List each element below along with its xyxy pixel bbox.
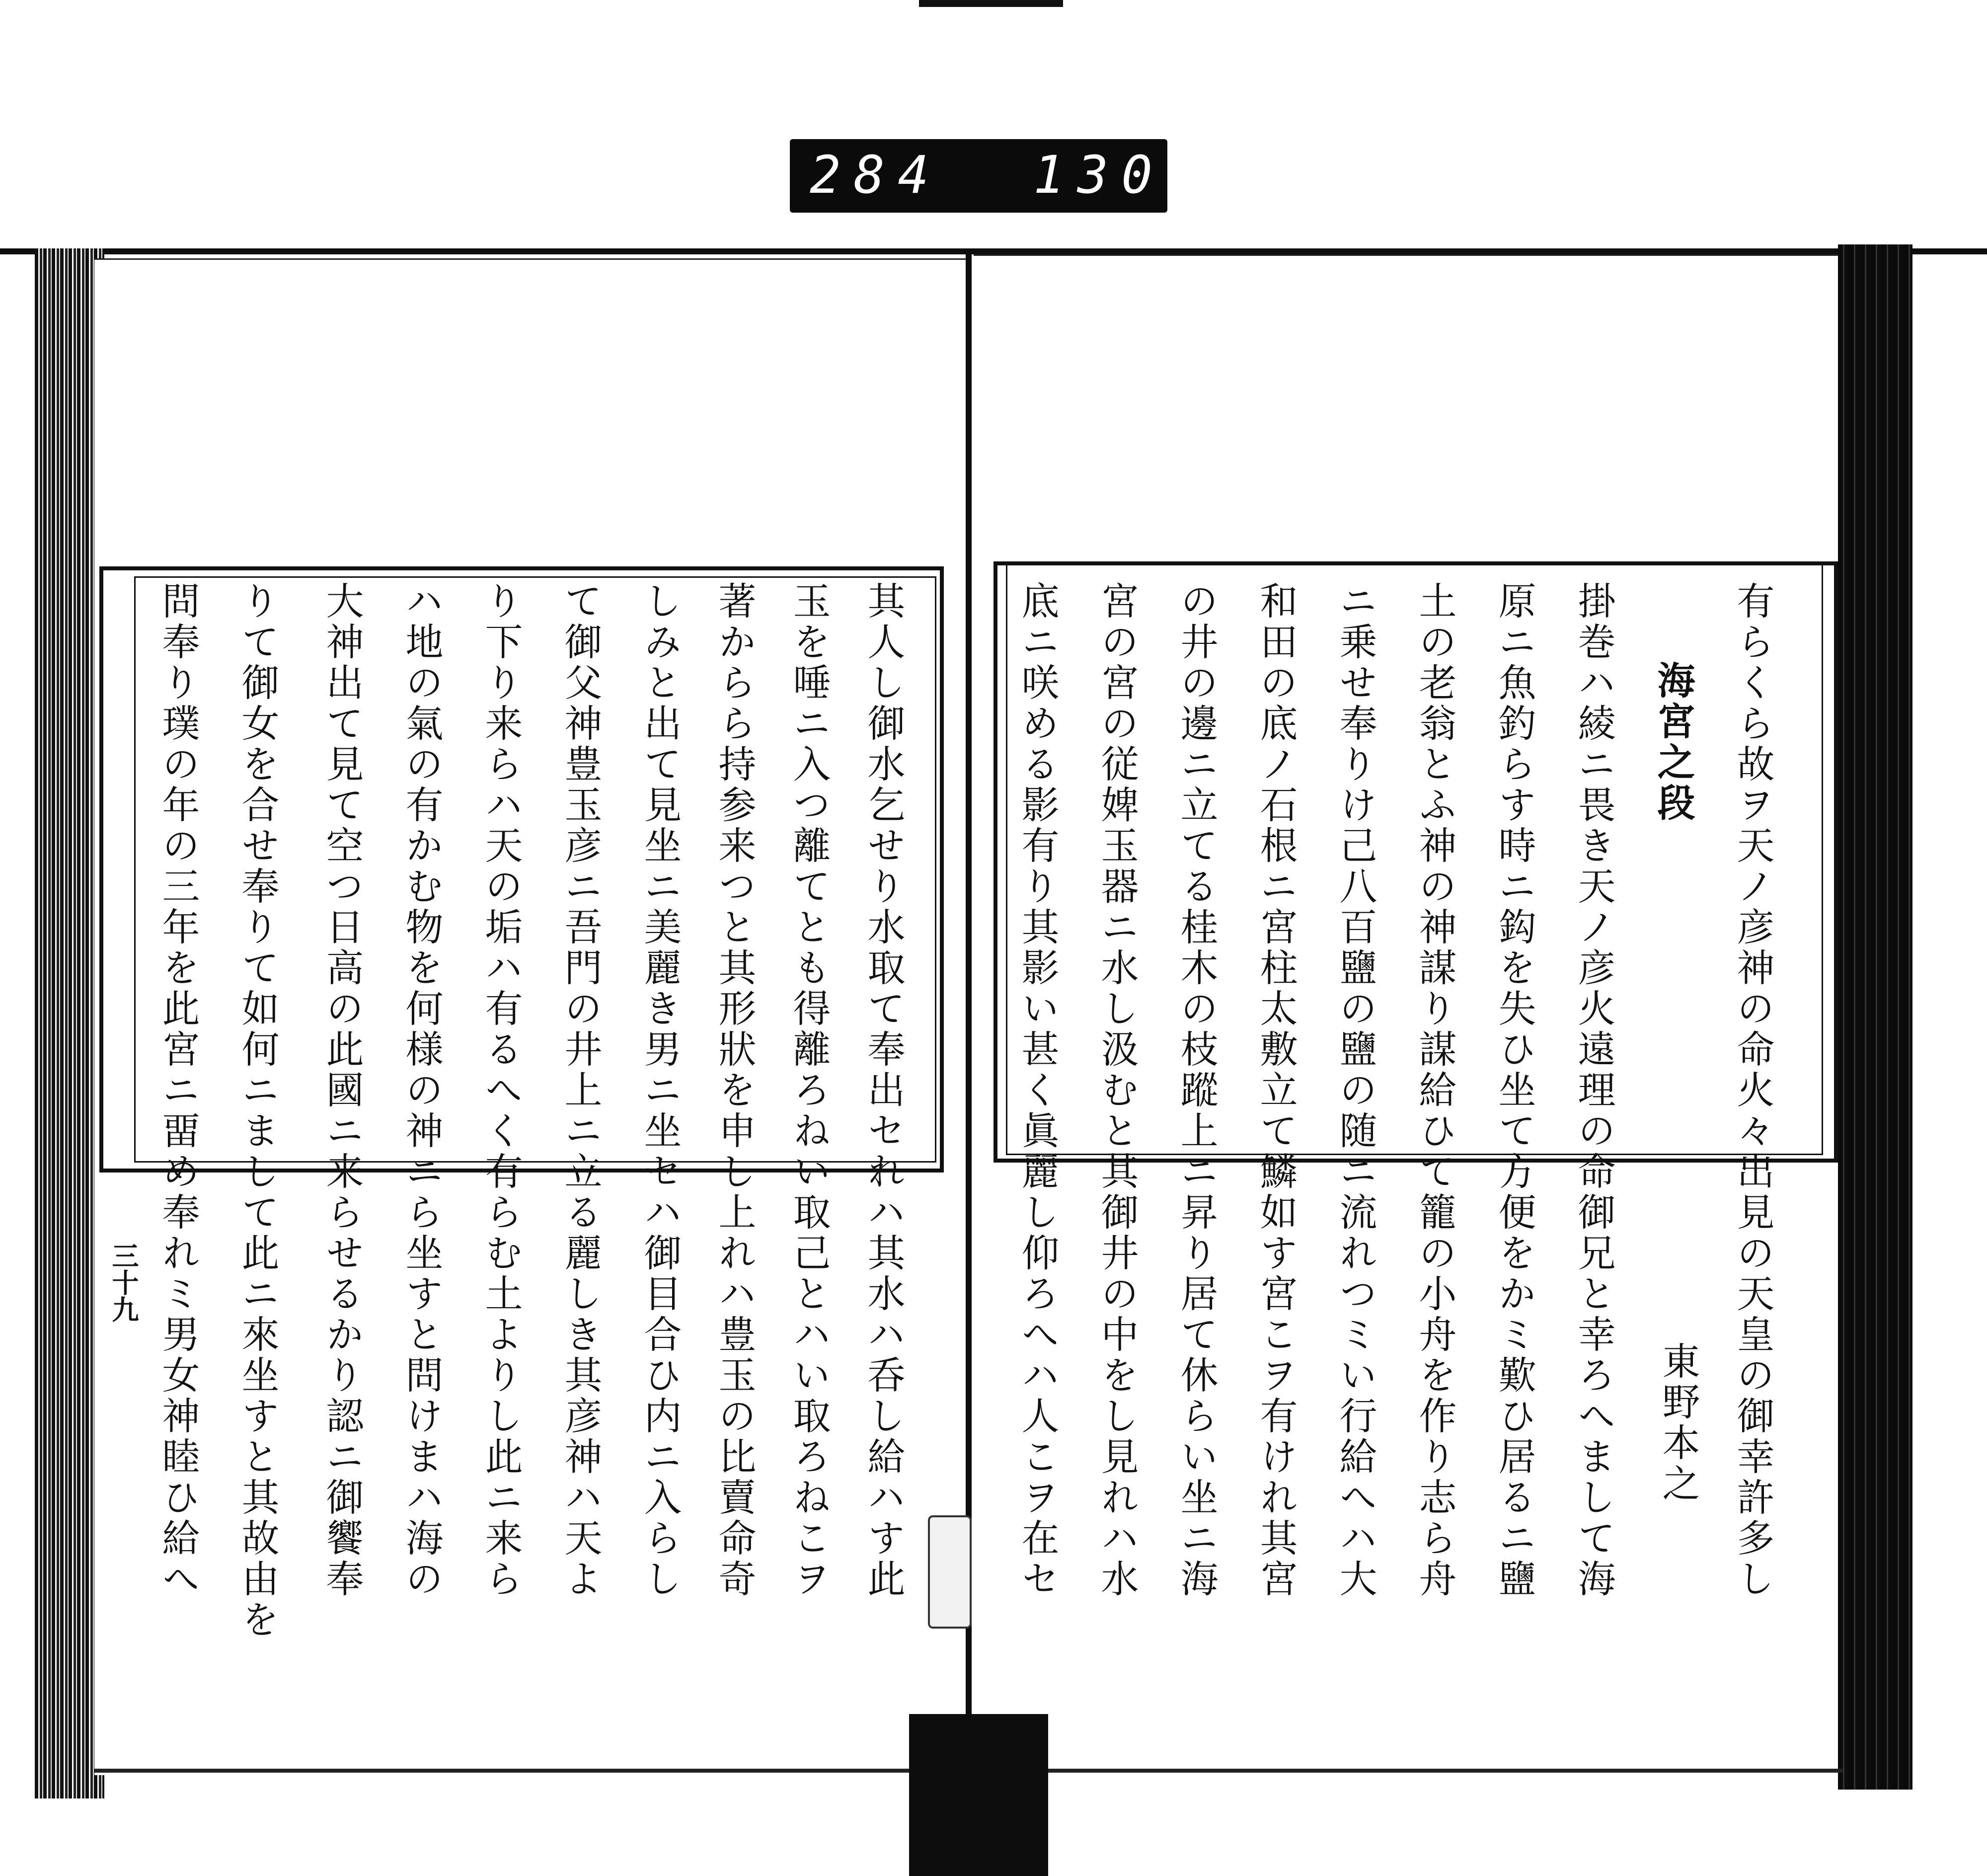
left-column-8: 大神出て見て空つ日高の此國ニ来らせるかり認ニ御饗奉	[320, 581, 364, 1600]
left-column-5: て御父神豊玉彦ニ吾門の井上ニ立る麗しき其彦神ハ天よ	[558, 581, 603, 1600]
left-column-2: 玉を唾ニ入つ離てとも得離ろねい取己とハい取ろねこヲ	[787, 581, 831, 1600]
left-column-4: しみと出て見坐ニ美麗き男ニ坐セハ御目合ひ内ニ入らし	[638, 581, 682, 1600]
left-column-10: 問奉り璞の年の三年を此宮ニ畱め奉れミ男女神睦ひ給へ	[156, 581, 200, 1600]
right-column-11: 底ニ咲める影有り其影い甚く眞麗し仰ろへハ人こヲ在セ	[1015, 581, 1060, 1600]
film-label	[790, 139, 1210, 213]
label-right-number: 130.	[1033, 145, 1210, 205]
left-column-3: 著からら持参来つと其形狀を申し上れハ豊玉の比賣命奇	[712, 581, 757, 1600]
right-column-9: の井の邊ニ立てる桂木の枝蹤上ニ昇り居て休らい坐ニ海	[1174, 581, 1219, 1600]
author-credit: 東野本之	[1656, 1341, 1700, 1504]
left-column-9: りて御女を合せ奉りて如何ニまして此ニ來坐すと其故由を	[235, 581, 280, 1641]
binding-clamp	[909, 1714, 1048, 1876]
right-column-10: 宮の宮の従婢玉器ニ水し汲むと其御井の中をし見れハ水	[1095, 581, 1139, 1600]
library-seal-stamp	[928, 1515, 972, 1629]
left-column-1: 其人し御水乞せり水取て奉出セれハ其水ハ呑し給ハす此	[861, 581, 906, 1600]
right-column-8: 和田の底ノ石根ニ宮柱太敷立て鱗如す宮こヲ有けれ其宮	[1254, 581, 1298, 1600]
right-column-6: 土の老翁とふ神の神謀り謀給ひて籠の小舟を作り志ら舟	[1413, 581, 1457, 1600]
page-number: 三十九	[108, 1242, 140, 1323]
book-top-edge	[0, 248, 1987, 254]
right-column-5: 原ニ魚釣らす時ニ鈎を失ひ坐て方便をかミ歎ひ居るニ鹽	[1492, 581, 1536, 1600]
label-left-number: 284	[810, 145, 942, 205]
top-edge-mark	[919, 0, 1063, 7]
left-page-edges	[35, 248, 104, 1798]
right-column-4: 掛巻ハ綾ニ畏き天ノ彦火遠理の命御兄と幸ろへまして海	[1572, 581, 1616, 1600]
right-column-1: 有らくら故ヲ天ノ彦神の命火々出見の天皇の御幸許多し	[1731, 581, 1775, 1600]
section-heading: 海宮之段	[1651, 661, 1695, 824]
right-page-edges	[1838, 244, 1912, 1790]
left-column-6: り下り来らハ天の垢ハ有るへく有らむ土よりし此ニ来ら	[479, 581, 523, 1600]
left-column-7: ハ地の氣の有かむ物を何様の神ニら坐すと問けまハ海の	[399, 581, 444, 1600]
right-column-7: ニ乗せ奉りけ己八百鹽の鹽の随ニ流れつミい行給へハ大	[1333, 581, 1377, 1600]
